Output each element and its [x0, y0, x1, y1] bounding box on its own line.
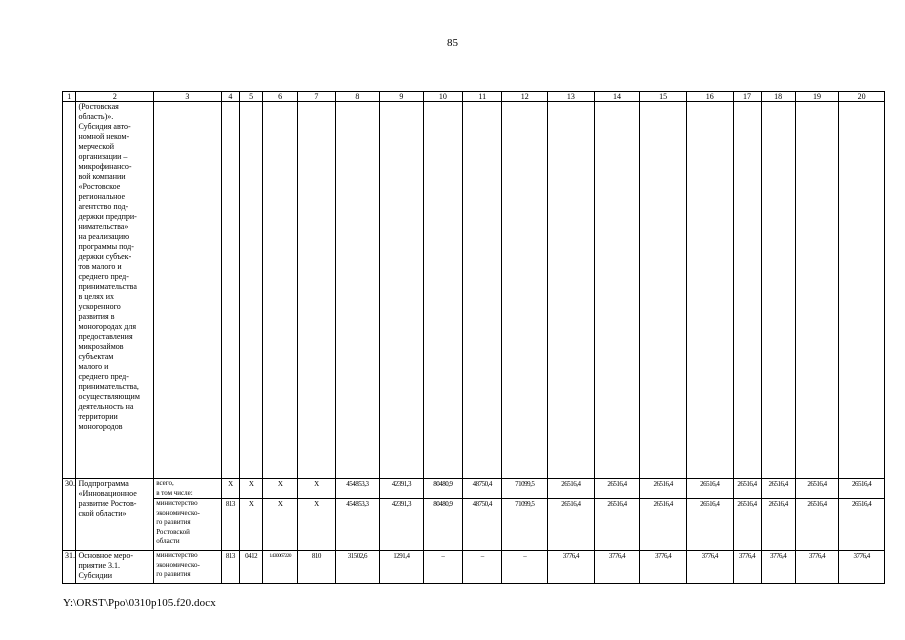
text-line: программы под-: [78, 242, 134, 251]
value-cell: X: [240, 479, 263, 499]
text-line: держки предпри-: [78, 212, 137, 221]
budget-table: [62, 91, 885, 584]
col-header: 12: [502, 92, 548, 102]
text-line: приятие 3.1.: [78, 561, 121, 570]
text-line: тов малого и: [78, 262, 122, 271]
text-line: экономическо-: [156, 508, 200, 517]
table-row-31: [63, 551, 885, 584]
text-line: моногородов: [78, 422, 123, 431]
text-line: мерческой: [78, 142, 114, 151]
empty-cell: [839, 102, 885, 479]
col-header: 6: [263, 92, 298, 102]
empty-cell: [640, 102, 687, 479]
empty-cell: [548, 102, 595, 479]
text-line: принимательства,: [78, 382, 139, 391]
value-cell: X: [298, 479, 335, 499]
text-line: организации –: [78, 152, 128, 161]
text-line: вой компании: [78, 172, 126, 181]
text-line: предоставления: [78, 332, 133, 341]
value-cell: 3776,4: [761, 551, 795, 584]
col-header: 15: [640, 92, 687, 102]
text-line: область)».: [78, 112, 114, 121]
col-header: 17: [733, 92, 761, 102]
text-line: всего,: [156, 479, 174, 487]
col-header: 5: [240, 92, 263, 102]
col-header: 16: [686, 92, 733, 102]
value-cell: 26516,4: [733, 479, 761, 499]
empty-cell: [154, 102, 221, 479]
text-line: Подпрограмма: [78, 479, 129, 488]
empty-cell: [795, 102, 839, 479]
value-cell: 3776,4: [640, 551, 687, 584]
value-cell: 26516,4: [686, 479, 733, 499]
value-cell: 3776,4: [795, 551, 839, 584]
value-cell: 26516,4: [795, 479, 839, 499]
text-line: деятельность на: [78, 402, 134, 411]
text-line: развитие Ростов-: [78, 499, 137, 508]
value-cell: 1430067220: [263, 551, 298, 584]
col-header: 4: [221, 92, 240, 102]
executor-cell: [154, 479, 221, 499]
value-cell: 810: [298, 551, 335, 584]
activity-name-cell: [76, 551, 154, 584]
col-header: 14: [594, 92, 640, 102]
text-line: в том числе:: [156, 488, 193, 497]
header-row: [63, 92, 885, 102]
value-cell: 42391,3: [380, 479, 424, 499]
text-line: министерство: [156, 499, 198, 507]
text-line: Субсидии: [78, 571, 113, 580]
text-line: среднего пред-: [78, 372, 129, 381]
value-cell: 26516,4: [594, 499, 640, 551]
value-cell: 80480,9: [423, 479, 462, 499]
executor-cell: [154, 499, 221, 551]
value-cell: 26516,4: [686, 499, 733, 551]
col-header: 9: [380, 92, 424, 102]
value-cell: X: [298, 499, 335, 551]
value-cell: 71099,5: [502, 499, 548, 551]
value-cell: 3776,4: [839, 551, 885, 584]
value-cell: X: [263, 499, 298, 551]
empty-cell: [594, 102, 640, 479]
value-cell: X: [263, 479, 298, 499]
text-line: ской области»: [78, 509, 127, 518]
subprogram-name-cell: [76, 479, 154, 551]
continuation-row: [63, 102, 885, 479]
value-cell: 26516,4: [640, 479, 687, 499]
empty-cell: [335, 102, 380, 479]
value-cell: 48750,4: [463, 479, 502, 499]
value-cell: 26516,4: [548, 479, 595, 499]
value-cell: 80480,9: [423, 499, 462, 551]
value-cell: 26516,4: [594, 479, 640, 499]
empty-cell: [240, 102, 263, 479]
text-line: министерство: [156, 551, 198, 559]
empty-cell: [502, 102, 548, 479]
empty-cell: [686, 102, 733, 479]
value-cell: 3776,4: [548, 551, 595, 584]
row-number-cell: [63, 102, 76, 479]
text-line: Ростовской: [156, 527, 190, 536]
text-line: региональное: [78, 192, 126, 201]
text-line: го развития: [156, 570, 191, 578]
value-cell: 26516,4: [761, 499, 795, 551]
row-number-cell: 31.: [63, 551, 76, 584]
empty-cell: [463, 102, 502, 479]
col-header: 1: [63, 92, 76, 102]
empty-cell: [221, 102, 240, 479]
value-cell: –: [463, 551, 502, 584]
text-line: Основное меро-: [78, 551, 134, 560]
text-line: ускоренного: [78, 302, 121, 311]
text-line: развития в: [78, 312, 115, 321]
value-cell: X: [221, 479, 240, 499]
row-number-cell: 30.: [63, 479, 76, 551]
empty-cell: [423, 102, 462, 479]
text-line: в целях их: [78, 292, 115, 301]
value-cell: 31502,6: [335, 551, 380, 584]
text-line: Субсидия авто-: [78, 122, 131, 131]
text-line: принимательства: [78, 282, 137, 291]
col-header: 7: [298, 92, 335, 102]
text-line: малого и: [78, 362, 109, 371]
text-line: «Инновационное: [78, 489, 137, 498]
text-line: (Ростовская: [78, 102, 119, 111]
value-cell: 26516,4: [548, 499, 595, 551]
value-cell: 3776,4: [733, 551, 761, 584]
value-cell: 1291,4: [380, 551, 424, 584]
empty-cell: [380, 102, 424, 479]
value-cell: 26516,4: [733, 499, 761, 551]
text-line: микрозаймов: [78, 342, 124, 351]
col-header: 13: [548, 92, 595, 102]
text-line: номной неком-: [78, 132, 130, 141]
table-row-30-total: [63, 479, 885, 499]
empty-cell: [298, 102, 335, 479]
col-header: 3: [154, 92, 221, 102]
col-header: 2: [76, 92, 154, 102]
text-line: держки субъек-: [78, 252, 132, 261]
value-cell: 26516,4: [839, 499, 885, 551]
value-cell: 813: [221, 551, 240, 584]
description-cell: [76, 102, 154, 479]
value-cell: 0412: [240, 551, 263, 584]
value-cell: X: [240, 499, 263, 551]
empty-cell: [263, 102, 298, 479]
value-cell: –: [502, 551, 548, 584]
text-line: агентство под-: [78, 202, 129, 211]
text-line: на реализацию: [78, 232, 130, 241]
empty-cell: [761, 102, 795, 479]
text-line: экономическо-: [156, 560, 200, 569]
text-line: субъектам: [78, 352, 114, 361]
value-cell: 26516,4: [640, 499, 687, 551]
text-line: моногородах для: [78, 322, 137, 331]
empty-cell: [733, 102, 761, 479]
executor-cell: [154, 551, 221, 584]
value-cell: 454853,3: [335, 479, 380, 499]
text-line: го развития: [156, 518, 191, 526]
value-cell: 813: [221, 499, 240, 551]
value-cell: 42391,3: [380, 499, 424, 551]
value-cell: 48750,4: [463, 499, 502, 551]
value-cell: 71099,5: [502, 479, 548, 499]
value-cell: –: [423, 551, 462, 584]
page-number: 85: [447, 37, 458, 49]
value-cell: 3776,4: [686, 551, 733, 584]
text-line: нимательства»: [78, 222, 129, 231]
value-cell: 454853,3: [335, 499, 380, 551]
text-line: осуществляющим: [78, 392, 140, 401]
value-cell: 26516,4: [761, 479, 795, 499]
footer-file-path: Y:\ORST\Ppo\0310p105.f20.docx: [63, 597, 216, 609]
col-header: 11: [463, 92, 502, 102]
value-cell: 26516,4: [795, 499, 839, 551]
col-header: 20: [839, 92, 885, 102]
col-header: 10: [423, 92, 462, 102]
value-cell: 26516,4: [839, 479, 885, 499]
text-line: микрофинансо-: [78, 162, 132, 171]
col-header: 19: [795, 92, 839, 102]
table-row-30-ministry: [63, 499, 885, 551]
text-line: территории: [78, 412, 118, 421]
value-cell: 3776,4: [594, 551, 640, 584]
text-line: области: [156, 537, 180, 545]
col-header: 8: [335, 92, 380, 102]
col-header: 18: [761, 92, 795, 102]
text-line: «Ростовское: [78, 182, 121, 191]
text-line: среднего пред-: [78, 272, 129, 281]
